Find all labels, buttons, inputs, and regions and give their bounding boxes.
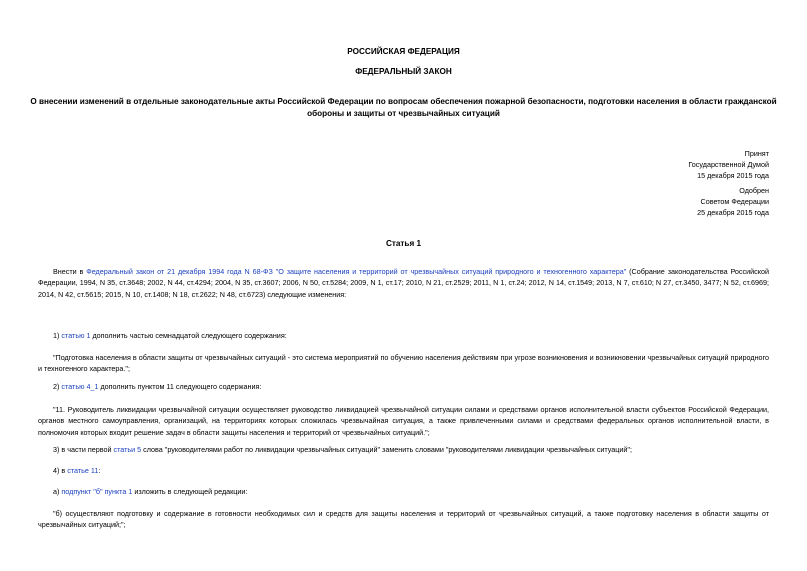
item-text: 2): [53, 382, 62, 391]
item-4a: [38, 486, 769, 497]
duma-adoption-line: Принят: [744, 149, 769, 158]
council-approval-line: Советом Федерации: [700, 197, 769, 207]
intro-text: (Собрание законодательства Российской Федерации, 1994, N 35, ст.3648; 2002, N 44, ст.4294; 2004, N 35, ст.3607; 2006, N 50, ст.5284; 2009, N 1, ст.17; 2010, N 21, ст.2529; 2011, N 1, ст.24; 2012, N 14, ст.1549; 2013, N 7, ст.610; N 27, ст.3450, 3477; N 52, ст.6969; 2014, N 42, ст.5615; 2015, N 10, ст.1408; N 18, ст.2622; N 48, ст.6723) следующие изменения:: [38, 267, 769, 299]
article-intro: [38, 266, 769, 300]
item-text: слова "руководителями работ по ликвидации чрезвычайных ситуаций" заменить словами "руководителями ликвидации чрезвычайных ситуаций";: [141, 445, 632, 454]
law-68fz-link[interactable]: Федеральный закон от 21 декабря 1994 года N 68-ФЗ "О защите населения и территорий от чрезвычайных ситуаций природного и техногенного характера": [86, 267, 627, 276]
item-4: [38, 465, 769, 476]
item-text: 4) в: [53, 466, 68, 475]
council-approval: [697, 185, 769, 219]
article-1-link[interactable]: статью 1: [61, 331, 91, 340]
article-4-1-link[interactable]: статью 4_1: [61, 382, 99, 391]
item-text: :: [98, 466, 101, 475]
item-text: 3) в части первой: [53, 445, 114, 454]
item-2: [38, 381, 769, 392]
article-heading: Статья 1: [385, 239, 422, 248]
item-text: 1): [53, 331, 62, 340]
law-title: О внесении изменений в отдельные законодательные акты Российской Федерации по вопросам обеспечения пожарной безопасности, подготовки населения в области гражданской обороны и защиты от чрезвычайных ситуаций: [30, 97, 777, 118]
item-1: [38, 330, 769, 341]
item-1-quote: "Подготовка населения в области защиты от чрезвычайных ситуаций - это система мероприятий по обучению населения действиям при угрозе возникновения и возникновении чрезвычайных ситуаций природного и техногенного характера.";: [38, 353, 769, 374]
item-3: [38, 444, 769, 455]
item-4a-quote: "б) осуществляют подготовку и содержание в готовности необходимых сил и средств для защиты населения и территорий от чрезвычайных ситуаций, а также подготовку населения в области защиты от чрезвычайных ситуаций;";: [38, 509, 769, 530]
council-approval-line: Одобрен: [739, 186, 769, 195]
duma-adoption-line: Государственной Думой: [688, 160, 769, 170]
article-11-link[interactable]: статье 11: [67, 466, 99, 475]
item-text: изложить в следующей редакции:: [132, 487, 248, 496]
intro-text: Внести в: [53, 267, 87, 276]
article-5-link[interactable]: статьи 5: [113, 445, 142, 454]
item-text: дополнить частью семнадцатой следующего содержания:: [90, 331, 287, 340]
country-heading: РОССИЙСКАЯ ФЕДЕРАЦИЯ: [347, 47, 460, 56]
duma-adoption: [688, 148, 769, 182]
item-text: дополнить пунктом 11 следующего содержания:: [98, 382, 262, 391]
doc-type-heading: ФЕДЕРАЛЬНЫЙ ЗАКОН: [355, 67, 452, 76]
duma-adoption-line: 15 декабря 2015 года: [697, 171, 769, 181]
council-approval-line: 25 декабря 2015 года: [697, 208, 769, 218]
item-2-quote: "11. Руководитель ликвидации чрезвычайной ситуации осуществляет руководство ликвидацией чрезвычайной ситуации силами и средствами органов исполнительной власти субъектов Российской Федерации, органов местного самоуправления, организаций, на территориях которых сложилась чрезвычайная ситуация, а также привлеченными силами и средствами федеральных органов исполнительной власти, в полномочия которых входит решение задач в области защиты населения и территорий от чрезвычайных ситуаций.";: [38, 405, 769, 437]
subparagraph-b-link[interactable]: подпункт "б" пункта 1: [61, 487, 133, 496]
item-text: а): [53, 487, 62, 496]
